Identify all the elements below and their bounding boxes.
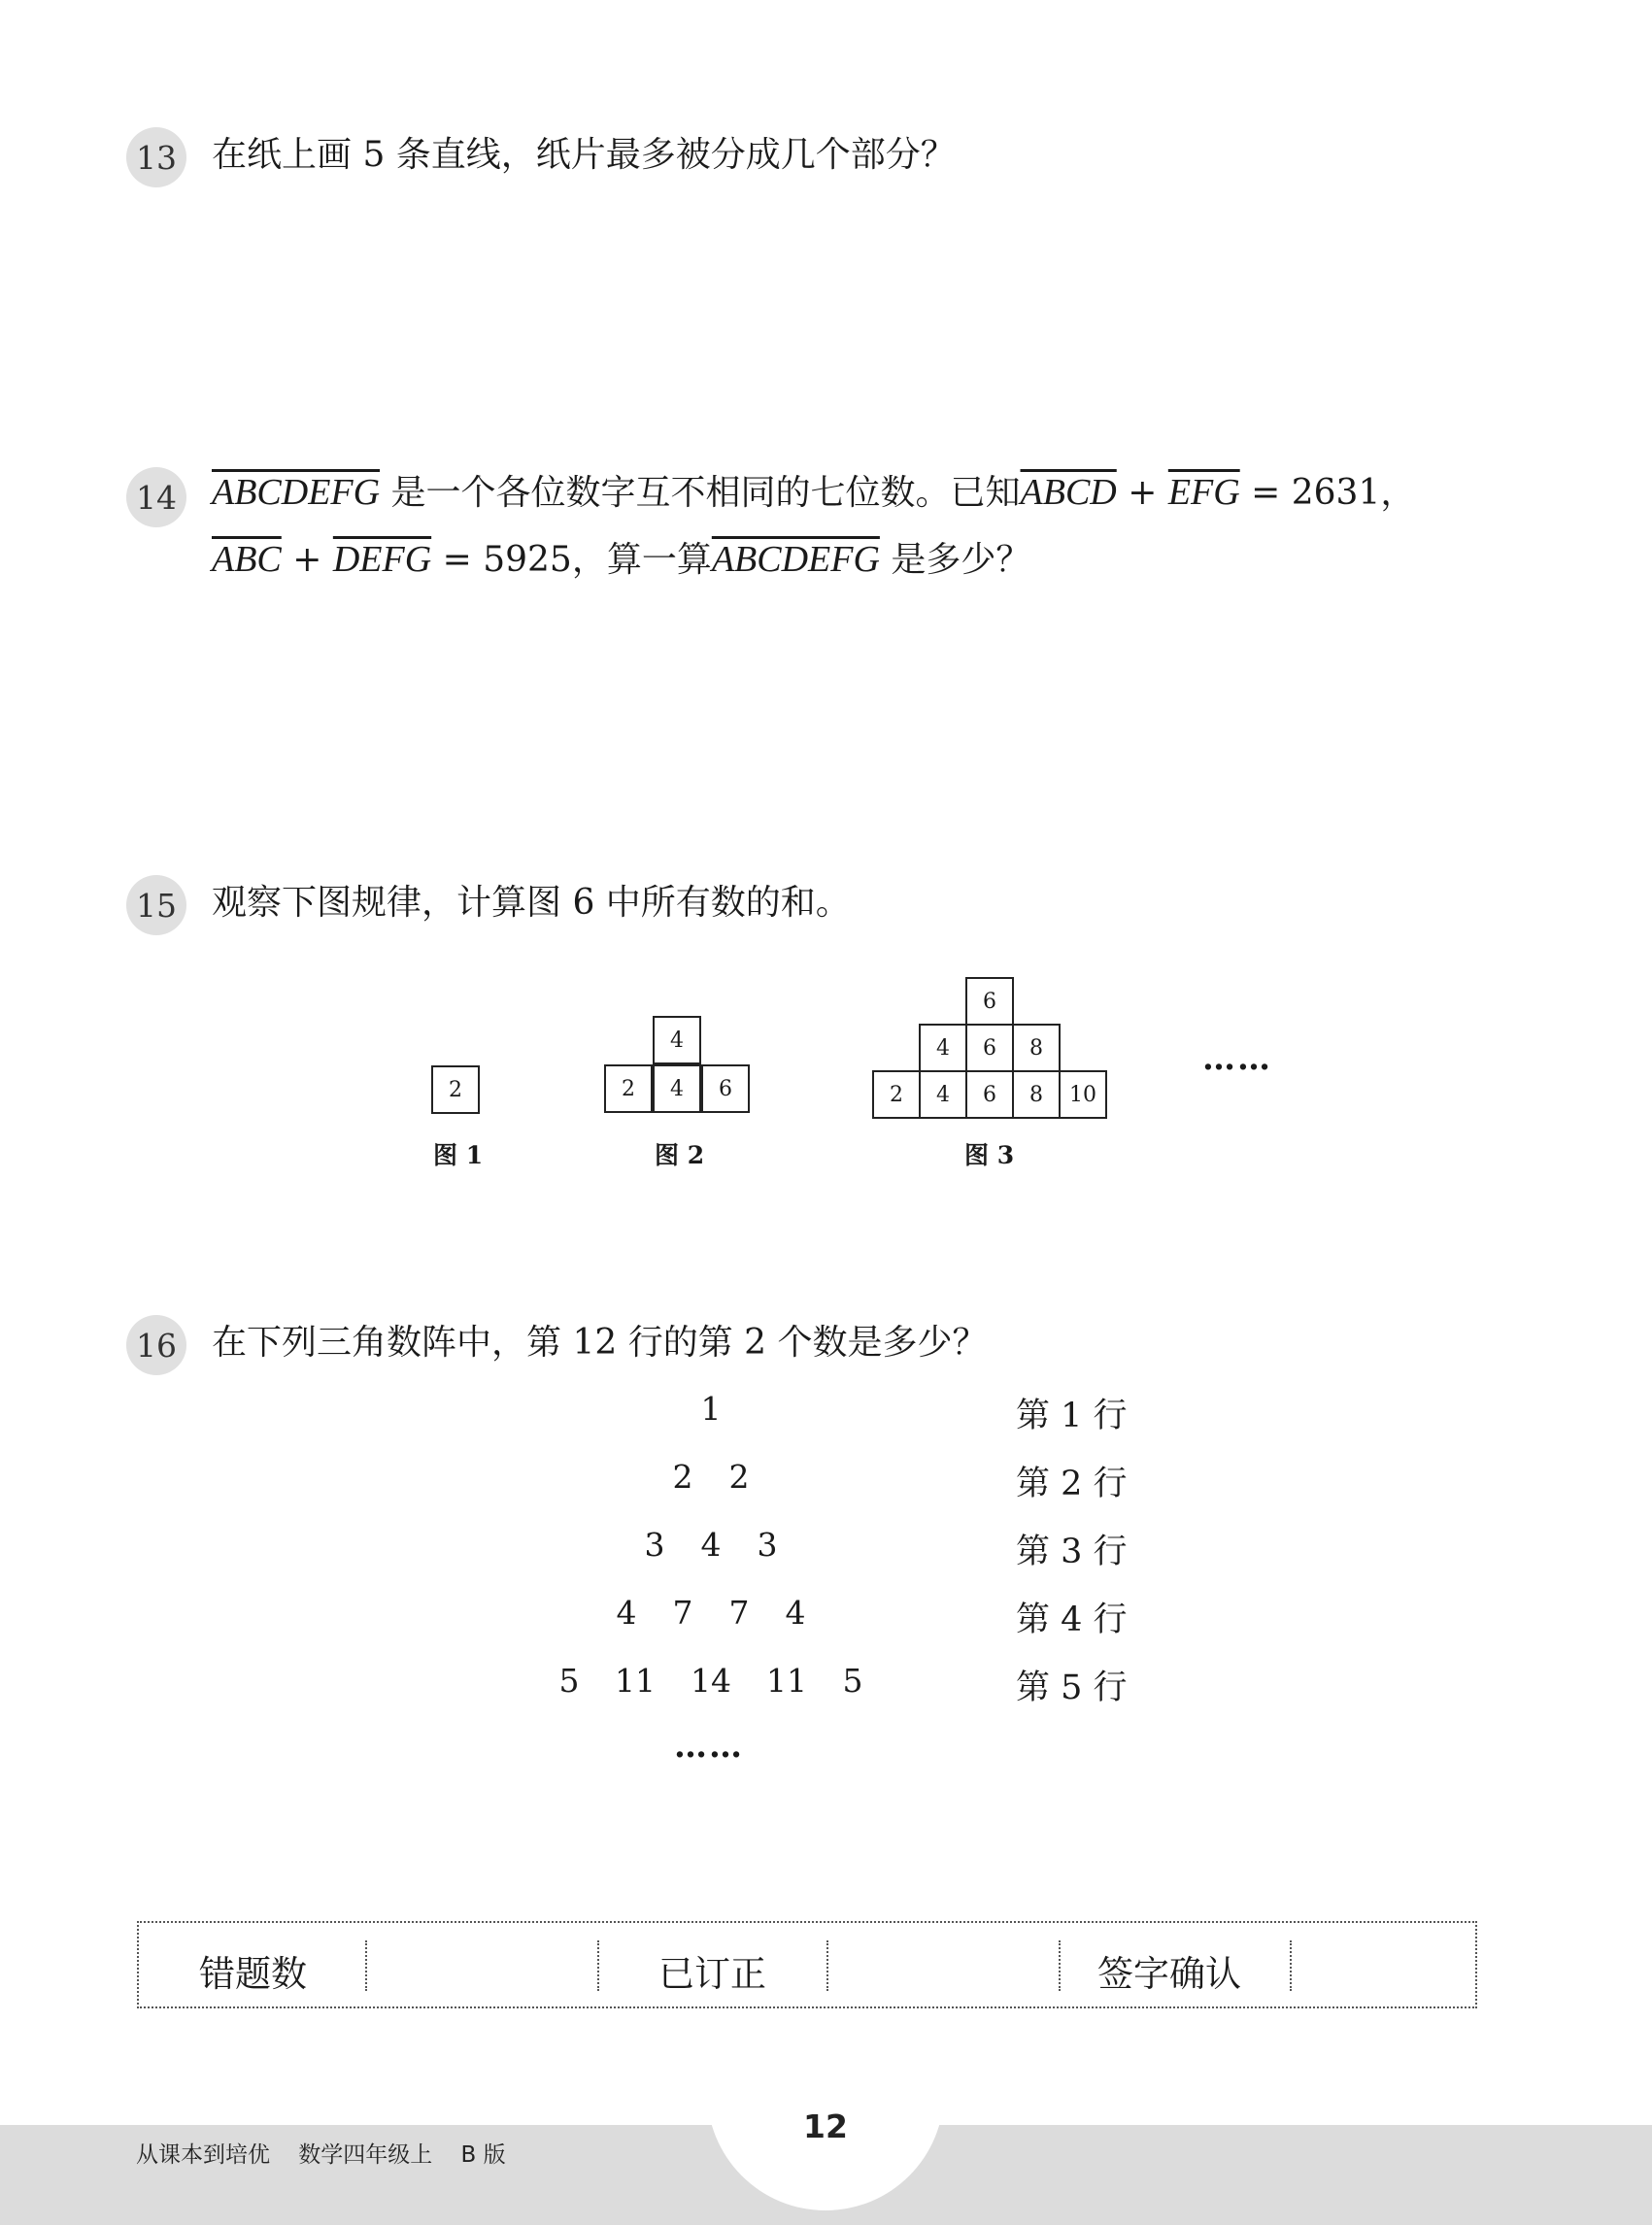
divider [597, 1940, 599, 1991]
triangle-number: 2 [728, 1458, 750, 1496]
overlined-number: ABCDEFG [212, 472, 381, 513]
overlined-number: $\overline{EFG}$ [1167, 472, 1240, 513]
divider [1290, 1940, 1292, 1991]
overlined-number: $\overline{ABC}$ [212, 539, 282, 580]
triangle-number: 1 [700, 1390, 722, 1428]
question-13-text: 在纸上画 5 条直线，纸片最多被分成几个部分？ [212, 135, 956, 175]
plus-sign: + [1116, 473, 1168, 513]
overlined-number: DEFG [332, 539, 432, 580]
triangle-number: 5 [842, 1662, 863, 1700]
triangle-number: 4 [785, 1594, 806, 1632]
plus-sign: + [281, 540, 333, 580]
fig3-cell: 10 [1059, 1070, 1107, 1119]
fig3-cell: 8 [1012, 1024, 1061, 1072]
figure-ellipsis: …… [1202, 1039, 1272, 1078]
question-15-text: 观察下图规律，计算图 6 中所有数的和。 [212, 883, 851, 923]
overlined-number: ABCDEFG [711, 539, 880, 580]
fig2-cell: 2 [604, 1064, 653, 1113]
fig3-cell: 8 [1012, 1070, 1061, 1119]
triangle-number: 4 [700, 1526, 722, 1564]
fig3-cell: 4 [919, 1024, 967, 1072]
overlined-number: ABCD [1020, 472, 1117, 513]
text-segment: = 5925，算一算 [431, 540, 712, 580]
triangle-number: 4 [616, 1594, 637, 1632]
triangle-ellipsis: …… [674, 1727, 744, 1766]
text-segment: = 2631， [1239, 473, 1416, 513]
divider [826, 1940, 828, 1991]
row-label: 第 1 行 [1016, 1397, 1128, 1435]
fig1-cell: 2 [431, 1065, 480, 1114]
question-number-14: 14 [126, 467, 186, 527]
triangle-number: 7 [728, 1594, 750, 1632]
question-14-line-1 [212, 467, 1415, 519]
triangle-number: 3 [757, 1526, 778, 1564]
fig3-cell: 6 [965, 977, 1014, 1026]
fig2-cell: 4 [653, 1064, 701, 1113]
triangle-number: 7 [672, 1594, 693, 1632]
divider [1059, 1940, 1061, 1991]
fig3-cell: 4 [919, 1070, 967, 1119]
book-title: 从课本到培优 数学四年级上 B 版 [136, 2142, 506, 2168]
fig3-cell: 6 [965, 1024, 1014, 1072]
fig2-cell: 6 [701, 1064, 750, 1113]
question-number-16: 16 [126, 1315, 186, 1375]
text-segment: 是一个各位数字互不相同的七位数。已知 [380, 473, 1021, 513]
row-label: 第 4 行 [1016, 1601, 1128, 1639]
fig3-cell: 6 [965, 1070, 1014, 1119]
triangle-number: 11 [615, 1662, 656, 1700]
triangle-number: 14 [691, 1662, 731, 1700]
fig1-label: 图 1 [433, 1141, 484, 1169]
question-number-15: 15 [126, 875, 186, 935]
fig3-cell: 2 [872, 1070, 921, 1119]
triangle-number: 3 [644, 1526, 665, 1564]
row-label: 第 5 行 [1016, 1669, 1128, 1707]
wrong-count-label: 错题数 [199, 1953, 307, 1995]
question-16-text: 在下列三角数阵中，第 12 行的第 2 个数是多少？ [212, 1323, 988, 1363]
text-segment: 是多少？ [879, 540, 1031, 580]
fig2-cell: 4 [653, 1016, 701, 1064]
correction-record-box [137, 1921, 1477, 2008]
corrected-label: 已订正 [658, 1953, 766, 1995]
triangle-number: 5 [558, 1662, 580, 1700]
triangle-number: 11 [766, 1662, 807, 1700]
question-14-line-2 [212, 534, 1030, 586]
row-label: 第 3 行 [1016, 1533, 1128, 1571]
divider [365, 1940, 367, 1991]
fig3-label: 图 3 [964, 1141, 1015, 1169]
row-label: 第 2 行 [1016, 1465, 1128, 1503]
page-number: 12 [803, 2107, 848, 2145]
fig2-label: 图 2 [655, 1141, 705, 1169]
signature-label: 签字确认 [1097, 1953, 1241, 1995]
triangle-number: 2 [672, 1458, 693, 1496]
question-number-13: 13 [126, 127, 186, 187]
